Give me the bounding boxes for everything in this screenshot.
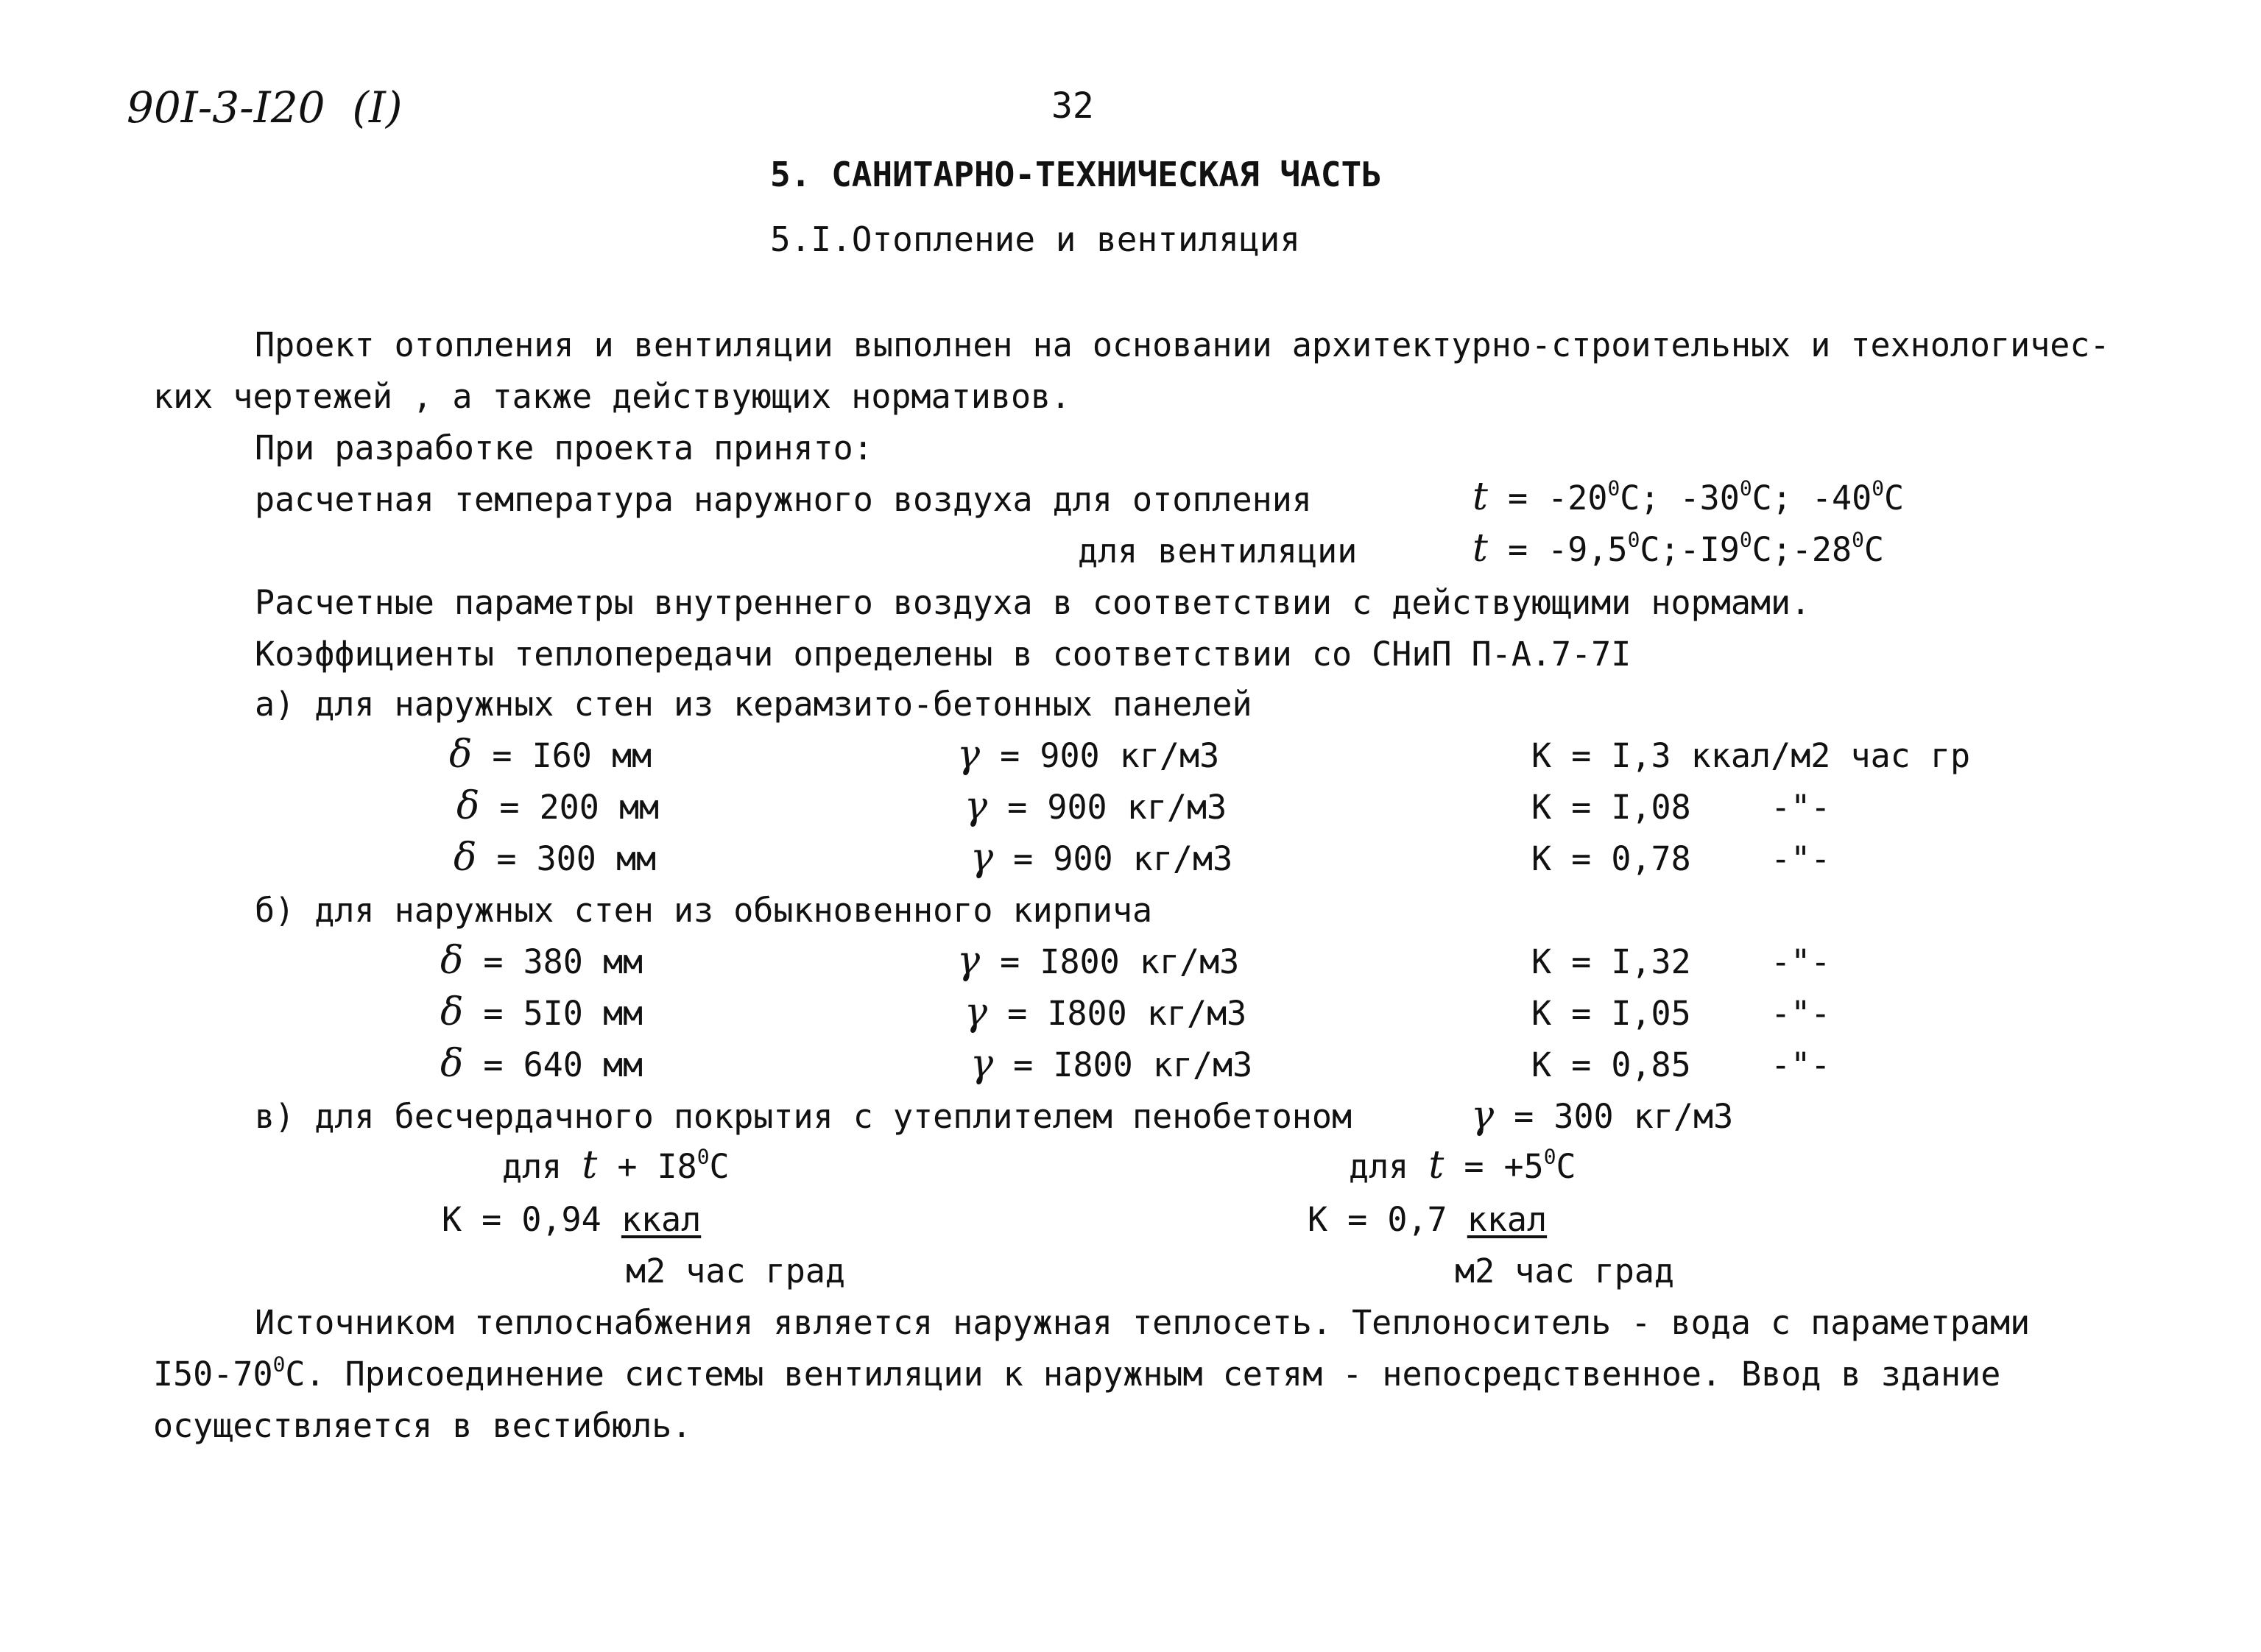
accepted-label: При разработке проекта принято:	[255, 428, 873, 467]
page-number: 32	[1051, 85, 1094, 127]
for-label: для	[502, 1147, 562, 1186]
k-value-c1	[442, 1200, 701, 1240]
gamma-symbol: γ	[970, 1042, 994, 1086]
delta-row-b3	[440, 1041, 643, 1087]
source-line-3: осуществляется в вестибюль.	[153, 1406, 692, 1445]
density-value: = I800 кг/м3	[1000, 942, 1240, 981]
gamma-symbol: γ	[964, 784, 988, 828]
k-value: K = 0,94	[442, 1200, 602, 1239]
gamma-symbol: γ	[957, 939, 981, 983]
unit-numerator: ккал	[621, 1200, 702, 1239]
density-value: = 300 кг/м3	[1514, 1097, 1734, 1136]
section-b-heading: б) для наружных стен из обыкновенного кирпича	[255, 891, 1153, 930]
density-value: = 900 кг/м3	[1007, 788, 1227, 827]
gamma-row-a3	[970, 835, 1232, 880]
gamma-row-a1	[957, 732, 1219, 777]
k-value-b2: K = I,05 -"-	[1531, 994, 1831, 1033]
thickness-value: = 640 мм	[483, 1045, 643, 1084]
document-code: 90I-3-I20 (I)	[127, 82, 403, 133]
delta-symbol: δ	[449, 733, 473, 777]
temp-heating-label: расчетная температура наружного воздуха для отопления	[255, 480, 1312, 519]
unit-denominator-2: м2 час град	[1455, 1252, 1675, 1291]
t-symbol: t	[1428, 1143, 1445, 1187]
temp-heating-values: $t = -20^0C$; $-30^0C$; $-40^0C$	[1472, 475, 1905, 519]
t-symbol: t	[582, 1143, 598, 1187]
delta-symbol: δ	[440, 1042, 464, 1086]
k-value-a1: K = I,3 ккал/м2 час гр	[1531, 736, 1971, 775]
thickness-value: = 5I0 мм	[483, 994, 643, 1033]
delta-symbol: δ	[454, 836, 477, 880]
thickness-value: = 200 мм	[499, 788, 660, 827]
intro-line-1: Проект отопления и вентиляции выполнен на основании архитектурно-строительных и технологичес-	[255, 325, 2110, 364]
t18-value: + I8	[617, 1147, 697, 1186]
delta-symbol: δ	[440, 990, 464, 1034]
delta-row-a1	[449, 732, 652, 777]
delta-symbol: δ	[440, 939, 464, 983]
coeff-intro-line: Коэффициенты теплопередачи определены в соответствии со СНиП П-А.7-7I	[255, 635, 1632, 674]
delta-row-b1	[440, 938, 643, 984]
thickness-value: = 300 мм	[496, 839, 657, 878]
gamma-300	[1471, 1092, 1733, 1138]
density-value: = 900 кг/м3	[1000, 736, 1220, 775]
k-value-a3: K = 0,78 -"-	[1531, 839, 1831, 878]
temp-vent-label: для вентиляции	[1078, 532, 1358, 571]
temp-vent-values: $t = -9,5^0C;-I9^0C;-28^0C$	[1472, 526, 1884, 571]
inner-air-line: Расчетные параметры внутреннего воздуха в соответствии с действующими нормами.	[255, 583, 1811, 622]
delta-row-a2	[456, 783, 659, 829]
temp-range: I50-70	[153, 1355, 273, 1394]
section-a-heading: а) для наружных стен из керамзито-бетонных панелей	[255, 685, 1252, 724]
source-line-2-text: С. Присоединение системы вентиляции к наружным сетям - непосредственное. Ввод в здание	[285, 1355, 2001, 1394]
gamma-symbol: γ	[964, 990, 988, 1034]
t-symbol: t	[1472, 475, 1488, 519]
gamma-symbol: γ	[957, 733, 981, 777]
density-value: = I800 кг/м3	[1013, 1045, 1253, 1084]
delta-symbol: δ	[456, 784, 480, 828]
source-line-2: $I50-70^0С$. Присоединение системы вентиляции к наружным сетям - непосредственное. Ввод в здание	[153, 1352, 2001, 1394]
condition-t5: для $t = +5^0C$	[1349, 1143, 1576, 1187]
k-value-c2	[1308, 1200, 1547, 1240]
t-symbol: t	[1472, 526, 1488, 571]
gamma-row-b3	[970, 1041, 1252, 1087]
k-value-b1: K = I,32 -"-	[1531, 942, 1831, 981]
gamma-symbol: γ	[1471, 1093, 1495, 1137]
k-value-a2: K = I,08 -"-	[1531, 788, 1831, 827]
unit-numerator: ккал	[1467, 1200, 1548, 1239]
gamma-row-b1	[957, 938, 1239, 984]
thickness-value: = 380 мм	[483, 942, 643, 981]
for-label: для	[1349, 1147, 1409, 1186]
intro-line-2: ких чертежей , а также действующих нормативов.	[153, 377, 1071, 416]
section-c-heading: в) для бесчердачного покрытия с утеплителем пенобетоном	[255, 1097, 1352, 1136]
k-value: K = 0,7	[1308, 1200, 1447, 1239]
subsection-title: 5.I.Отопление и вентиляция	[770, 219, 1301, 259]
gamma-row-a2	[964, 783, 1227, 829]
source-line-1: Источником теплоснабжения является наружная теплосеть. Теплоноситель - вода с параметрами	[255, 1303, 2031, 1342]
t5-value: = +5	[1464, 1147, 1544, 1186]
unit-denominator-1: м2 час град	[626, 1252, 846, 1291]
density-value: = I800 кг/м3	[1007, 994, 1247, 1033]
density-value: = 900 кг/м3	[1013, 839, 1233, 878]
condition-t18: для $t + I8^0C$	[502, 1143, 730, 1187]
delta-row-b2	[440, 989, 643, 1035]
k-value-b3: K = 0,85 -"-	[1531, 1045, 1831, 1084]
thickness-value: = I60 мм	[492, 736, 652, 775]
gamma-row-b2	[964, 989, 1246, 1035]
delta-row-a3	[454, 835, 656, 880]
gamma-symbol: γ	[970, 836, 994, 880]
section-title: 5. САНИТАРНО-ТЕХНИЧЕСКАЯ ЧАСТЬ	[770, 155, 1382, 194]
